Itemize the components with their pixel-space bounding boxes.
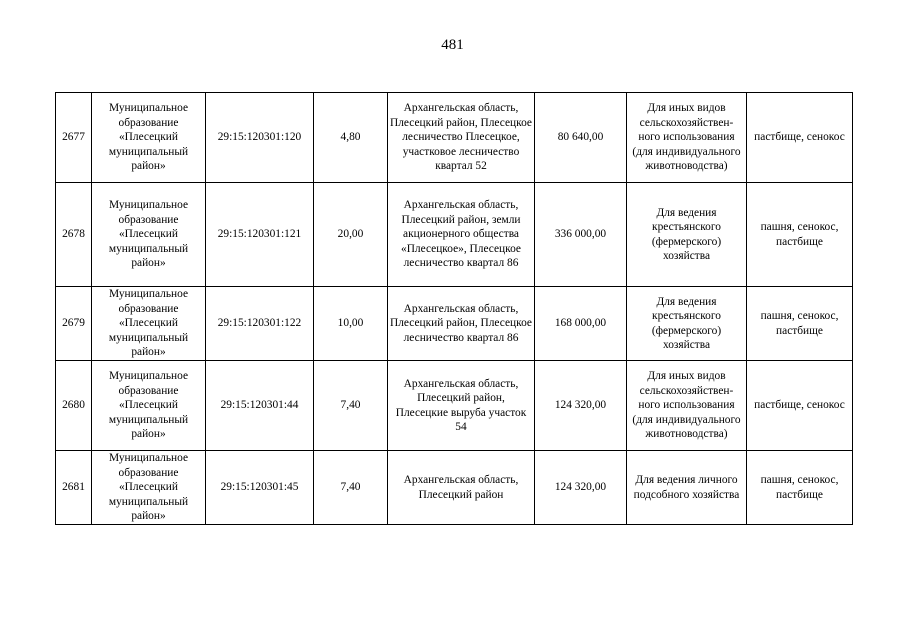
address-cell: Архангельская область, Плесецкий район, Плесецкие выруба участок 54: [388, 361, 535, 451]
table-row: [56, 451, 853, 525]
area-cell: 10,00: [314, 287, 388, 361]
cadastral-number-cell: 29:15:120301:44: [206, 361, 314, 451]
page-number: 481: [441, 37, 464, 53]
land-type-cell: пастбище, сенокос: [747, 93, 853, 183]
cadastral-value-cell: 124 320,00: [535, 451, 627, 525]
permitted-use-cell: Для иных видов сельскохозяйствен-ного использования (для индивидуального животноводства): [627, 361, 747, 451]
row-number-cell: 2677: [56, 93, 92, 183]
cadastral-number-cell: 29:15:120301:120: [206, 93, 314, 183]
permitted-use-cell: Для ведения крестьянского (фермерского) хозяйства: [627, 183, 747, 287]
owner-cell: Муниципальное образование «Плесецкий муниципальный район»: [92, 287, 206, 361]
owner-cell: Муниципальное образование «Плесецкий муниципальный район»: [92, 361, 206, 451]
row-number-cell: 2681: [56, 451, 92, 525]
permitted-use-cell: Для ведения крестьянского (фермерского) хозяйства: [627, 287, 747, 361]
row-number-cell: 2679: [56, 287, 92, 361]
cadastral-number-cell: 29:15:120301:121: [206, 183, 314, 287]
cadastral-number-cell: 29:15:120301:122: [206, 287, 314, 361]
owner-cell: Муниципальное образование «Плесецкий муниципальный район»: [92, 451, 206, 525]
area-cell: 7,40: [314, 361, 388, 451]
cadastral-number-cell: 29:15:120301:45: [206, 451, 314, 525]
land-type-cell: пашня, сенокос, пастбище: [747, 183, 853, 287]
table-row: [56, 93, 853, 183]
table-row: [56, 287, 853, 361]
owner-cell: Муниципальное образование «Плесецкий муниципальный район»: [92, 183, 206, 287]
land-type-cell: пашня, сенокос, пастбище: [747, 451, 853, 525]
table-row: [56, 361, 853, 451]
address-cell: Архангельская область, Плесецкий район, Плесецкое лесничество квартал 86: [388, 287, 535, 361]
row-number-cell: 2678: [56, 183, 92, 287]
table-row: [56, 183, 853, 287]
area-cell: 7,40: [314, 451, 388, 525]
address-cell: Архангельская область, Плесецкий район, земли акционерного общества «Плесецкое», Плесецкое лесничество квартал 86: [388, 183, 535, 287]
cadastral-value-cell: 124 320,00: [535, 361, 627, 451]
cadastral-value-cell: 336 000,00: [535, 183, 627, 287]
cadastral-value-cell: 168 000,00: [535, 287, 627, 361]
land-type-cell: пашня, сенокос, пастбище: [747, 287, 853, 361]
address-cell: Архангельская область, Плесецкий район: [388, 451, 535, 525]
row-number-cell: 2680: [56, 361, 92, 451]
land-parcels-table: [55, 92, 853, 525]
permitted-use-cell: Для ведения личного подсобного хозяйства: [627, 451, 747, 525]
permitted-use-cell: Для иных видов сельскохозяйствен-ного использования (для индивидуального животноводства): [627, 93, 747, 183]
land-type-cell: пастбище, сенокос: [747, 361, 853, 451]
cadastral-value-cell: 80 640,00: [535, 93, 627, 183]
area-cell: 20,00: [314, 183, 388, 287]
address-cell: Архангельская область, Плесецкий район, Плесецкое лесничество Плесецкое, участковое лесничество квартал 52: [388, 93, 535, 183]
owner-cell: Муниципальное образование «Плесецкий муниципальный район»: [92, 93, 206, 183]
area-cell: 4,80: [314, 93, 388, 183]
